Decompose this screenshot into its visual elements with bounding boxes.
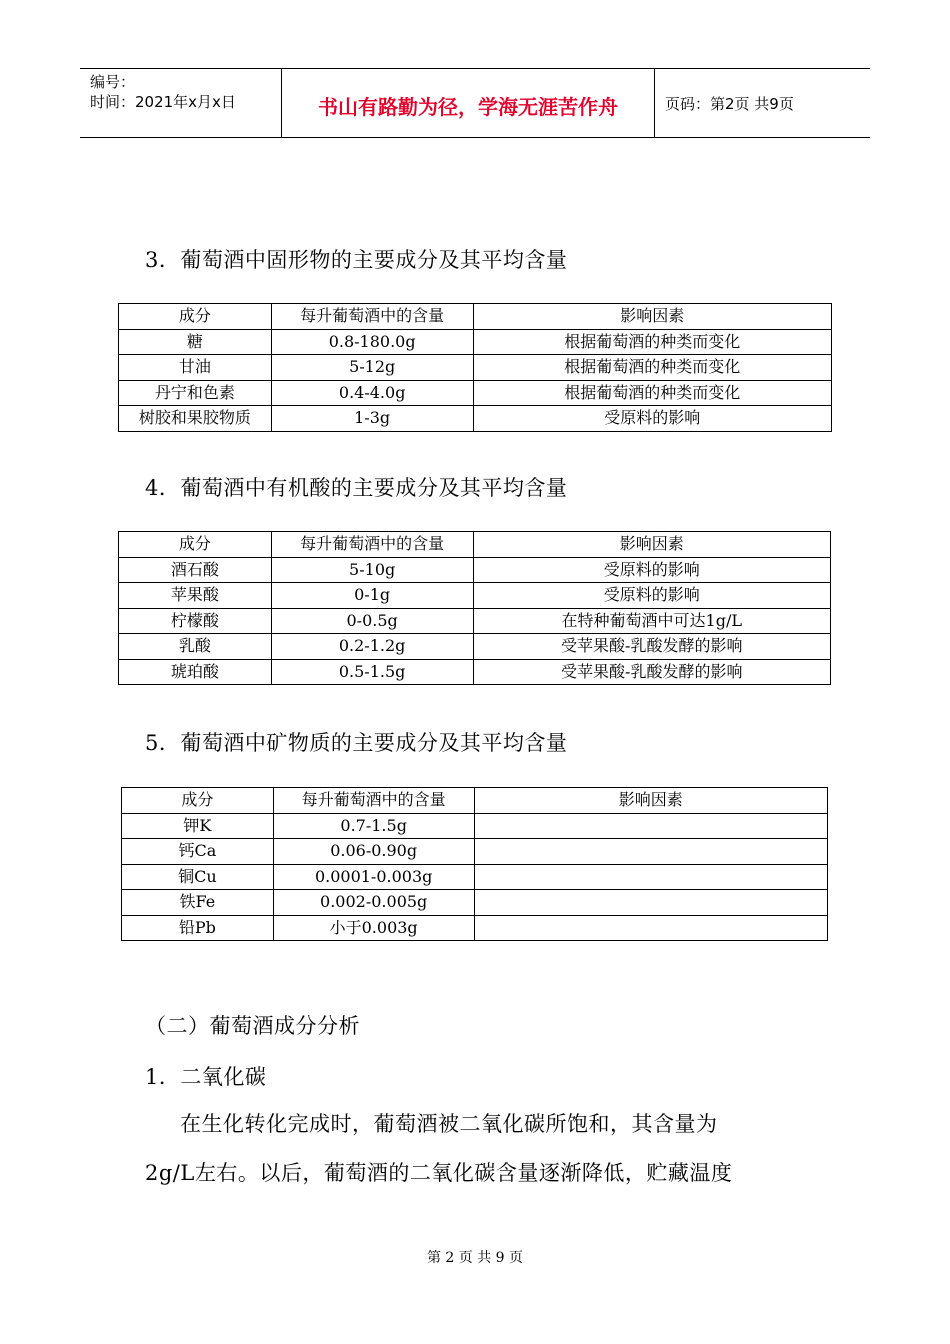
- table-row: [119, 406, 832, 432]
- table-header-row: [119, 304, 832, 330]
- minerals-table: [121, 787, 828, 941]
- header-divider: [654, 69, 655, 137]
- section-4-title: 4．葡萄酒中有机酸的主要成分及其平均含量: [145, 476, 568, 500]
- header-page-info: 页码：第2页 共9页: [665, 95, 794, 113]
- header-cell: 每升葡萄酒中的含量: [271, 304, 473, 330]
- table-cell: 根据葡萄酒的种类而变化: [473, 355, 831, 381]
- table-row: [122, 839, 828, 865]
- table-cell: 1-3g: [271, 406, 473, 432]
- table-cell: [474, 890, 827, 916]
- page-header: [80, 68, 870, 138]
- table-cell: 铅Pb: [122, 915, 274, 941]
- table-row: [122, 813, 828, 839]
- analysis-subheading: 1．二氧化碳: [145, 1065, 267, 1089]
- header-cell: 每升葡萄酒中的含量: [271, 532, 473, 558]
- table-header-row: [122, 788, 828, 814]
- table-cell: 根据葡萄酒的种类而变化: [473, 329, 831, 355]
- solids-table: [118, 303, 832, 432]
- header-time: 时间：2021年x月x日: [90, 93, 236, 111]
- header-cell: 每升葡萄酒中的含量: [273, 788, 474, 814]
- table-cell: 丹宁和色素: [119, 380, 272, 406]
- table-cell: 0.2-1.2g: [271, 634, 473, 660]
- table-row: [119, 608, 831, 634]
- header-cell: 成分: [122, 788, 274, 814]
- table-cell: 甘油: [119, 355, 272, 381]
- table-cell: 在特种葡萄酒中可达1g/L: [473, 608, 831, 634]
- header-meta: [90, 72, 236, 112]
- table-cell: 钾K: [122, 813, 274, 839]
- header-cell: 成分: [119, 532, 272, 558]
- table-cell: 5-12g: [271, 355, 473, 381]
- header-cell: 影响因素: [473, 532, 831, 558]
- header-number: 编号：: [90, 73, 136, 91]
- table-cell: 琥珀酸: [119, 659, 272, 685]
- table-cell: 酒石酸: [119, 557, 272, 583]
- acids-table: [118, 531, 831, 685]
- table-row: [119, 583, 831, 609]
- header-cell: 影响因素: [474, 788, 827, 814]
- header-cell: 影响因素: [473, 304, 831, 330]
- table-cell: 受苹果酸-乳酸发酵的影响: [473, 634, 831, 660]
- table-cell: [474, 839, 827, 865]
- table-cell: 0.06-0.90g: [273, 839, 474, 865]
- table-row: [119, 329, 832, 355]
- table-cell: 小于0.003g: [273, 915, 474, 941]
- table-cell: 铁Fe: [122, 890, 274, 916]
- table-cell: 0.8-180.0g: [271, 329, 473, 355]
- table-cell: 0-0.5g: [271, 608, 473, 634]
- table-cell: 0.0001-0.003g: [273, 864, 474, 890]
- table-cell: 0.4-4.0g: [271, 380, 473, 406]
- paragraph-line: 在生化转化完成时，葡萄酒被二氧化碳所饱和，其含量为: [180, 1112, 718, 1136]
- header-motto: 书山有路勤为径，学海无涯苦作舟: [318, 95, 618, 119]
- table-cell: 受原料的影响: [473, 557, 831, 583]
- table-row: [122, 915, 828, 941]
- paragraph-line: 2g/L左右。以后，葡萄酒的二氧化碳含量逐渐降低，贮藏温度: [145, 1161, 733, 1185]
- table-cell: 受原料的影响: [473, 583, 831, 609]
- table-cell: 钙Ca: [122, 839, 274, 865]
- table-header-row: [119, 532, 831, 558]
- table-cell: 铜Cu: [122, 864, 274, 890]
- table-cell: 树胶和果胶物质: [119, 406, 272, 432]
- page-footer: 第 2 页 共 9 页: [426, 1250, 524, 1266]
- table-cell: 根据葡萄酒的种类而变化: [473, 380, 831, 406]
- table-cell: [474, 915, 827, 941]
- analysis-heading: （二）葡萄酒成分分析: [145, 1014, 360, 1038]
- table-cell: 0-1g: [271, 583, 473, 609]
- table-cell: [474, 864, 827, 890]
- table-row: [119, 380, 832, 406]
- table-cell: 苹果酸: [119, 583, 272, 609]
- table-cell: 糖: [119, 329, 272, 355]
- header-cell: 成分: [119, 304, 272, 330]
- table-cell: 受原料的影响: [473, 406, 831, 432]
- table-cell: 柠檬酸: [119, 608, 272, 634]
- table-cell: 受苹果酸-乳酸发酵的影响: [473, 659, 831, 685]
- table-cell: 乳酸: [119, 634, 272, 660]
- section-3-title: 3．葡萄酒中固形物的主要成分及其平均含量: [145, 248, 568, 272]
- table-row: [122, 890, 828, 916]
- table-cell: 0.7-1.5g: [273, 813, 474, 839]
- table-row: [119, 659, 831, 685]
- table-row: [119, 634, 831, 660]
- table-row: [122, 864, 828, 890]
- section-5-title: 5．葡萄酒中矿物质的主要成分及其平均含量: [145, 731, 568, 755]
- table-cell: [474, 813, 827, 839]
- table-row: [119, 355, 832, 381]
- table-cell: 0.002-0.005g: [273, 890, 474, 916]
- table-row: [119, 557, 831, 583]
- table-cell: 5-10g: [271, 557, 473, 583]
- table-cell: 0.5-1.5g: [271, 659, 473, 685]
